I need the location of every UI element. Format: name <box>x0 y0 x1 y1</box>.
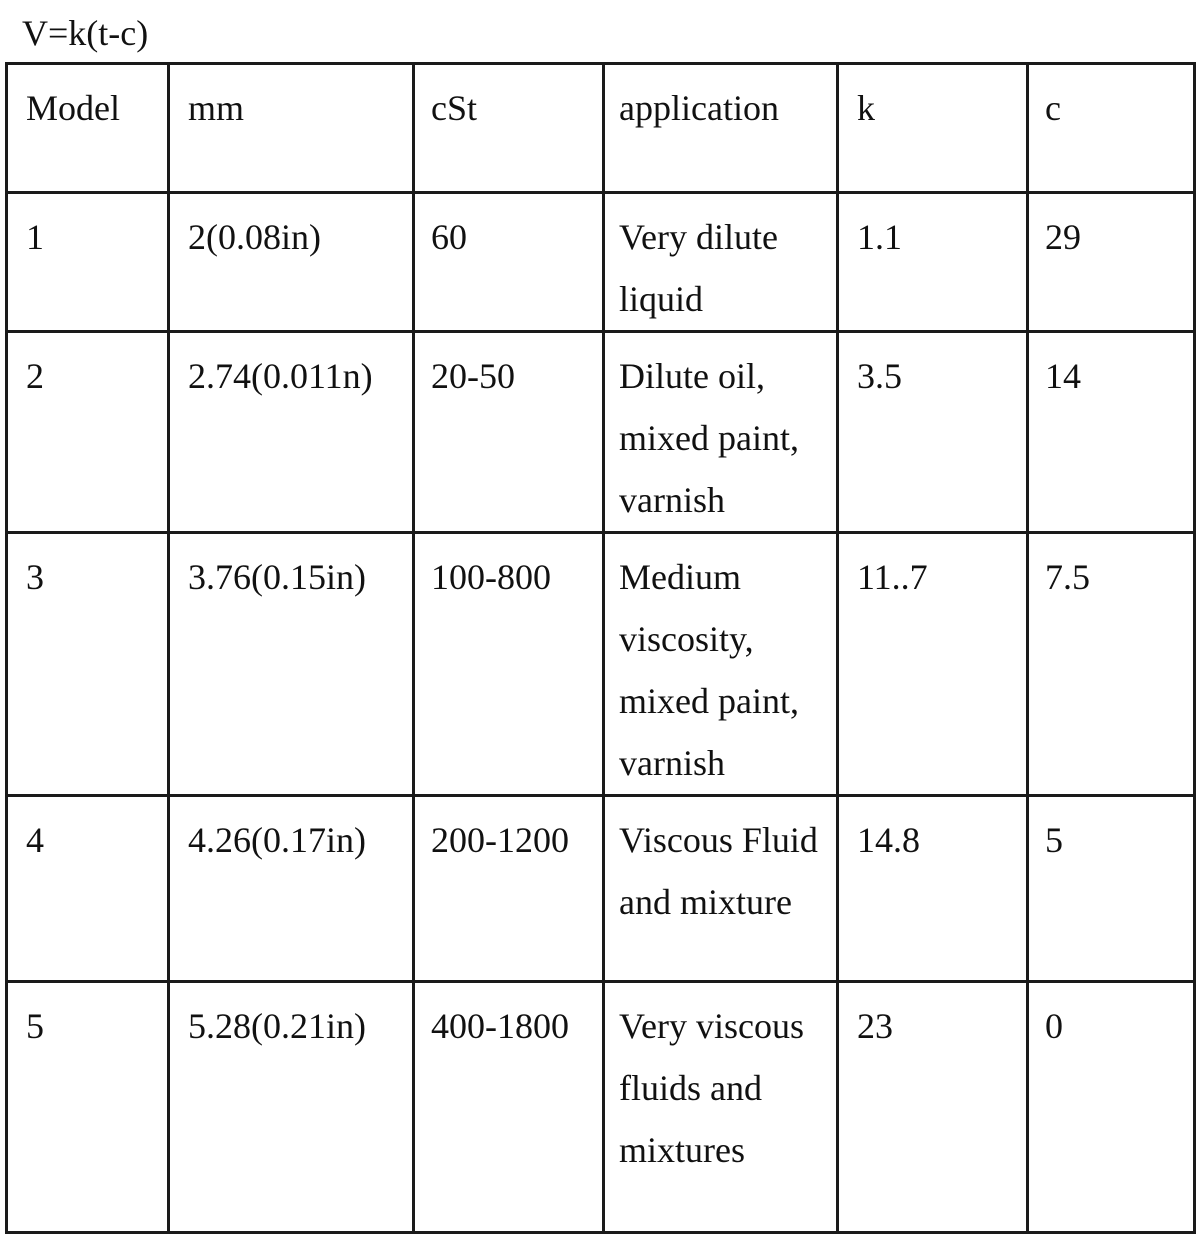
table-cell: 14.8 <box>838 796 1028 982</box>
table-cell: 29 <box>1028 193 1195 332</box>
table-header-row <box>7 64 1195 193</box>
model-table <box>5 62 1196 1234</box>
table-row <box>7 193 1195 332</box>
table-cell: Very dilute liquid <box>604 193 838 332</box>
table-cell: 5.28(0.21in) <box>169 982 414 1233</box>
table-cell: 3.76(0.15in) <box>169 533 414 796</box>
table-cell: 11..7 <box>838 533 1028 796</box>
table-cell: 60 <box>414 193 604 332</box>
table-row <box>7 982 1195 1233</box>
table-cell: 5 <box>1028 796 1195 982</box>
header-cell: application <box>604 64 838 193</box>
table-cell: Medium viscosity, mixed paint, varnish <box>604 533 838 796</box>
formula-caption: V=k(t-c) <box>22 13 149 53</box>
table-cell: 2(0.08in) <box>169 193 414 332</box>
table-cell: 4.26(0.17in) <box>169 796 414 982</box>
table-cell: 5 <box>7 982 169 1233</box>
table-cell: Very viscous fluids and mixtures <box>604 982 838 1233</box>
table-cell: 2 <box>7 332 169 533</box>
table-cell: 2.74(0.011n) <box>169 332 414 533</box>
table-row <box>7 796 1195 982</box>
table-cell: 1 <box>7 193 169 332</box>
table-cell: 7.5 <box>1028 533 1195 796</box>
table-cell: 1.1 <box>838 193 1028 332</box>
header-cell: Model <box>7 64 169 193</box>
table-cell: 0 <box>1028 982 1195 1233</box>
header-cell: cSt <box>414 64 604 193</box>
table-cell: 100-800 <box>414 533 604 796</box>
table-cell: 20-50 <box>414 332 604 533</box>
header-cell: c <box>1028 64 1195 193</box>
header-cell: mm <box>169 64 414 193</box>
table-cell: 3 <box>7 533 169 796</box>
table-cell: 400-1800 <box>414 982 604 1233</box>
table-cell: 23 <box>838 982 1028 1233</box>
table-row <box>7 533 1195 796</box>
table-cell: 3.5 <box>838 332 1028 533</box>
table-cell: 4 <box>7 796 169 982</box>
table-cell: Viscous Fluid and mixture <box>604 796 838 982</box>
table-cell: 14 <box>1028 332 1195 533</box>
table-cell: Dilute oil, mixed paint, varnish <box>604 332 838 533</box>
header-cell: k <box>838 64 1028 193</box>
table-cell: 200-1200 <box>414 796 604 982</box>
table-row <box>7 332 1195 533</box>
